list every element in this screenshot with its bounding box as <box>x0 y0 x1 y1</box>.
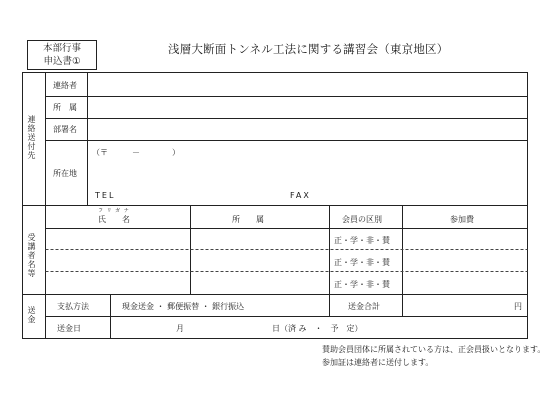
contact-section-label: 連絡送付先 <box>27 115 36 160</box>
total-amount-label: 送金合計 <box>348 302 380 311</box>
form-id-line1: 本部行事 <box>42 43 81 54</box>
affiliation-label: 所 属 <box>53 103 77 112</box>
payment-section-label: 送金 <box>27 306 36 324</box>
member-class-options-2[interactable]: 正・学・非・賛 <box>334 258 390 267</box>
tel-label: TEL <box>95 191 116 200</box>
attendee-section-label: 受講者名等 <box>27 233 36 278</box>
total-amount-field[interactable] <box>403 295 527 316</box>
attendee-affiliation-field-3[interactable] <box>191 272 329 294</box>
fax-label: FAX <box>290 191 311 200</box>
attendee-name-field-3[interactable] <box>46 272 190 294</box>
address-label: 所在地 <box>53 169 77 178</box>
payment-method-options[interactable]: 現金送金 ・ 郵便振替 ・ 銀行振込 <box>122 302 245 311</box>
affiliation-field[interactable] <box>88 97 526 117</box>
payment-method-label: 支払方法 <box>57 302 89 311</box>
yen-unit-label: 円 <box>514 302 522 311</box>
name-header: 氏 名 <box>98 215 130 224</box>
note-certificate: 参加証は連絡者に送付します。 <box>322 358 434 367</box>
attendee-name-field-1[interactable] <box>46 229 190 249</box>
member-class-options-1[interactable]: 正・学・非・賛 <box>334 236 390 245</box>
fee-header: 参加費 <box>450 215 474 224</box>
payment-day-status[interactable]: 日（済 み ・ 予 定） <box>272 324 363 333</box>
form-id-line2: 申込書① <box>43 56 81 67</box>
attendee-fee-field-2[interactable] <box>403 250 527 271</box>
member-class-options-3[interactable]: 正・学・非・賛 <box>334 280 390 289</box>
note-associate-member: 賛助会員団体に所属されている方は、正会員扱いとなります。 <box>322 345 546 354</box>
furigana-label: フ リ ガ ナ <box>98 208 130 214</box>
attendee-fee-field-1[interactable] <box>403 229 527 249</box>
attendee-affiliation-field-1[interactable] <box>191 229 329 249</box>
department-field[interactable] <box>88 119 526 139</box>
attendee-affiliation-field-2[interactable] <box>191 250 329 271</box>
attendee-fee-field-3[interactable] <box>403 272 527 294</box>
contact-person-label: 連絡者 <box>53 81 77 90</box>
payment-month-label: 月 <box>176 324 184 333</box>
page-title: 浅層大断面トンネル工法に関する講習会（東京地区） <box>168 42 449 56</box>
postal-code-label: （〒 － ） <box>92 148 180 157</box>
contact-person-field[interactable] <box>88 74 526 95</box>
department-label: 部署名 <box>53 125 77 134</box>
attendee-affiliation-header: 所 属 <box>232 215 264 224</box>
member-class-header: 会員の区別 <box>342 215 382 224</box>
attendee-name-field-2[interactable] <box>46 250 190 271</box>
payment-date-label: 送金日 <box>57 324 81 333</box>
